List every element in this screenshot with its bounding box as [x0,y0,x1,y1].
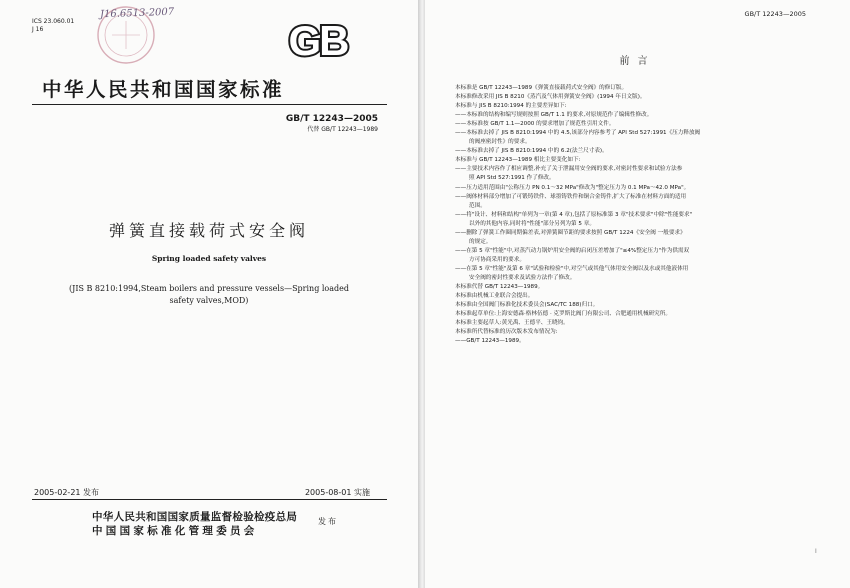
adoption-note: (JIS B 8210:1994,Steam boilers and pressure vessels—Spring loaded safety valves,MOD) [69,284,349,305]
foreword-line: ——本标准按 GB/T 1.1—2000 的要求增加了规范性引用文件。 [455,121,615,128]
footer-rule [32,499,387,500]
foreword-line: ——本标准的结构和编写规则按照 GB/T 1.1 的要求,对原规范作了编辑性修改。 [455,112,653,119]
publish-label: 发布 [318,517,338,526]
foreword-line: 以外的其他内容,同时将"性能"部分另列为第 5 章。 [469,220,595,227]
foreword-line: 照 API Std 527:1991 作了修改。 [469,175,555,182]
title-chinese: 弹簧直接载荷式安全阀 [108,221,309,240]
ics-code: ICS 23.060.01 [32,18,75,25]
foreword-line: 安全阀的密封性要求及试验方法作了修改。 [469,274,576,281]
foreword-line: ——将"设计、材料和结构"单列为一章(第 4 章),包括了原标准第 3 章"技术要求"中除"性能要求" [455,211,693,218]
foreword-line: 方可协商采用的要求。 [469,256,525,263]
header-rule [32,104,387,105]
standard-number: GB/T 12243—2005 [285,114,378,124]
foreword-line: 本标准是 GB/T 12243—1989《弹簧直接载荷式安全阀》的修订版。 [455,85,628,91]
title-english: Spring loaded safety valves [151,254,267,263]
foreword-line: ——主要技术内容作了相应调整,补充了关于泄漏用安全阀的要求,对密封性要求和试验方法参 [455,166,683,173]
foreword-line: 本标准与 GB/T 12243—1989 相比主要变化如下: [455,157,581,164]
issue-date: 2005-02-21 发布 [34,488,100,497]
standard-type-title: 中华人民共和国国家标准 [42,78,285,101]
foreword-line: ——GB/T 12243—1989。 [455,338,525,345]
foreword-line: ——在第 5 章"性能"及第 6 章"试验和检验"中,对空气或其他气体用安全阀以及水或其他液体用 [455,265,689,272]
replaces-standard: 代替 GB/T 12243—1989 [307,126,378,133]
cover-page [0,0,418,588]
publisher-sac: 中国国家标准化管理委员会 [92,525,258,537]
gb-logo [283,18,353,62]
handwritten-note: J16.6513-2007 [99,6,175,21]
foreword-body [455,84,825,346]
foreword-page [425,0,850,588]
page-gutter [418,0,425,588]
foreword-line: 本标准修改采用 JIS B 8210《蒸汽及气体用弹簧安全阀》(1994 年日文版)。 [455,94,646,101]
ccs-code: J 16 [32,26,44,33]
foreword-line: ——本标准去掉了 JIS B 8210:1994 中的 6.2(法兰尺寸表)。 [455,148,608,155]
foreword-line: 范围。 [469,202,486,209]
page-mark: I [815,548,817,555]
implementation-date: 2005-08-01 实施 [304,488,370,497]
page-header-number: GB/T 12243—2005 [744,10,806,18]
gb-logo-text: GB [288,18,348,62]
foreword-heading: 前言 [619,56,656,67]
foreword-line: 本标准与 JIS B 8210:1994 的主要差异如下: [455,103,567,110]
foreword-line: ——删除了弹簧工作圈同期偏差表,对弹簧圈节距的要求按照 GB/T 1224《安全阀 一般要求》 [455,229,686,236]
foreword-line: 本标准由机械工业联合会提出。 [455,293,534,300]
foreword-line: ——在第 5 章"性能"中,对蒸汽动力锅炉用安全阀的启闭压差增加了"≤4%整定压力"作为供需双 [455,247,690,254]
classification-codes [32,18,74,34]
publisher-aqsiq: 中华人民共和国国家质量监督检验检疫总局 [92,511,298,523]
foreword-line: 本标准代替 GB/T 12243—1989。 [455,284,544,291]
foreword-line: ——阀体材料部分增加了可锻铸铁件、球墨铸铁件和铜合金铸件,扩大了标准在材料方面的适用 [455,193,687,200]
foreword-line: 的阀座密封性》的要求。 [469,139,531,146]
foreword-line: 的规定。 [469,238,492,245]
foreword-line: 本标准由全国阀门标准化技术委员会(SAC/TC 188)归口。 [455,302,599,309]
foreword-line: 本标准起草单位:上海安德森·格林伍德 · 克罗斯比阀门有限公司、合肥通用机械研究所。 [455,311,671,318]
foreword-line: ——压力适用范围由"公称压力 PN 0.1～32 MPa"修改为"整定压力为 0.1 MPa～42.0 MPa"。 [455,184,690,191]
foreword-line: ——本标准去掉了 JIS B 8210:1994 中的 4.5,该部分内容参考了 API Std 527:1991《压力释放阀 [455,130,701,137]
foreword-line: 本标准所代替标准的历次版本发布情况为: [455,329,558,336]
foreword-line: 本标准主要起草人:黄光禹、王德平、王晓钧。 [455,320,569,327]
